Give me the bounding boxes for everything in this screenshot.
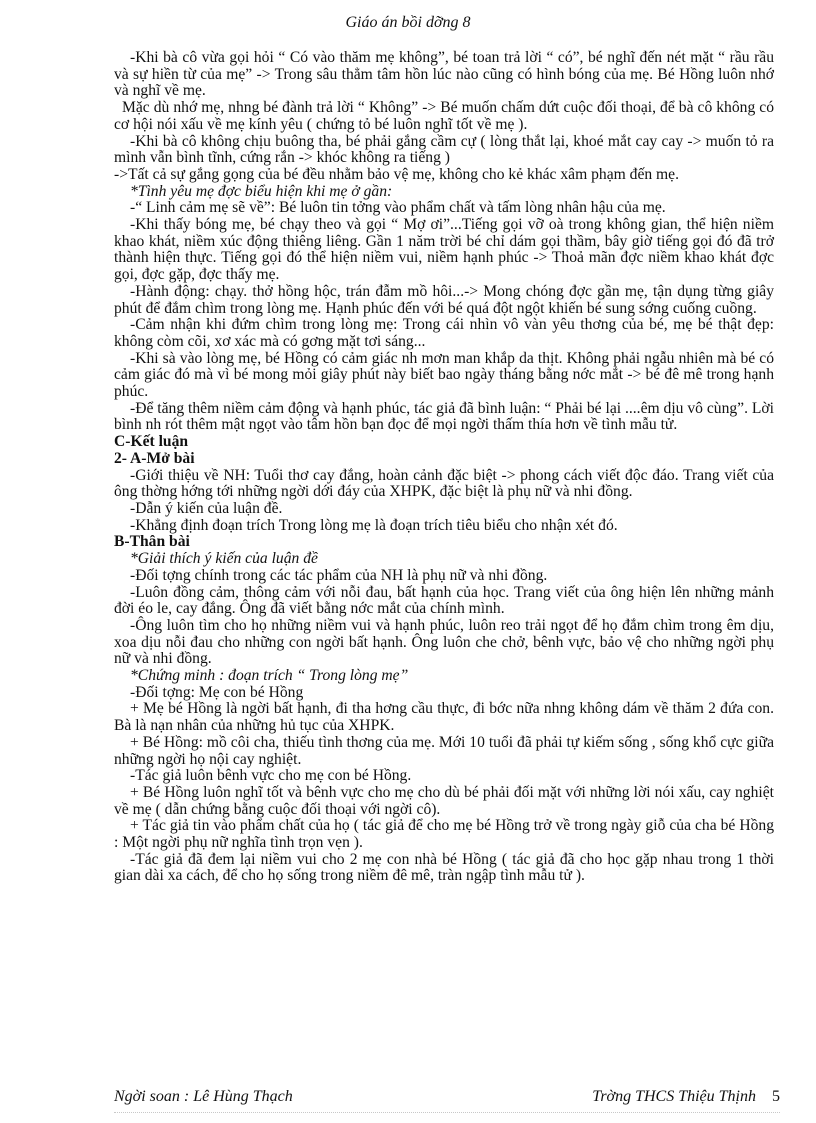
section-heading: B-Thân bài <box>114 533 190 551</box>
page-footer <box>114 1088 780 1106</box>
footer-right <box>592 1088 780 1106</box>
paragraph: -Giới thiệu về NH: Tuổi thơ cay đắng, hoàn cảnh đặc biệt -> phong cách viết độc đáo. Trang viết của ông thờng hớng tới những ngời dới đáy của XHPK, đặc biệt là phụ nữ và nhi đồng. <box>114 466 774 501</box>
section-heading: *Chứng minh : đoạn trích “ Trong lòng mẹ” <box>130 667 409 685</box>
paragraph: + Bé Hồng: mồ côi cha, thiếu tình thơng của mẹ. Mới 10 tuổi đã phải tự kiếm sống , sống khổ cực giữa những ngời họ nội cay nghiệt. <box>114 733 774 768</box>
paragraph: -Khi bà cô vừa gọi hỏi “ Có vào thăm mẹ không”, bé toan trả lời “ có”, bé nghĩ đến nét mặt “ rầu rầu và sự hiền từ của mẹ” -> Trong sâu thẳm tâm hồn lúc nào cũng có hình bóng của mẹ. Bé Hồng luôn nhớ và nghĩ về mẹ. <box>114 49 774 100</box>
paragraph: -Khi bà cô không chịu buông tha, bé phải gắng cầm cự ( lòng thắt lại, khoé mắt cay cay -> muốn tỏ ra mình vẫn bình tĩnh, cứng rắn -> khóc không ra tiếng ) <box>114 132 774 167</box>
document-body <box>114 50 774 885</box>
paragraph: -Luôn đồng cảm, thông cảm với nỗi đau, bất hạnh của học. Trang viết của ông hiện lên những mảnh đời éo le, cay đắng. Ông đã viết bằng nớc mắt của chính mình. <box>114 583 774 618</box>
paragraph: -Khi sà vào lòng mẹ, bé Hồng có cảm giác nh mơn man khắp da thịt. Không phải ngẫu nhiên mà bé có cảm giác đó mà vì bé mong mỏi giây phút này biết bao ngày tháng bằng nớc mắt -> bé đê mê trong hạnh phúc. <box>114 349 774 401</box>
paragraph: -Đối tợng chính trong các tác phẩm của NH là phụ nữ và nhi đồng. <box>130 566 548 584</box>
footer-author: Ngời soan : Lê Hùng Thạch <box>114 1088 293 1105</box>
paragraph: + Mẹ bé Hồng là ngời bất hạnh, đi tha hơng cầu thực, đi bớc nữa nhng không dám về thăm 2 đứa con. Bà là nạn nhân của những hủ tục của XHPK. <box>114 700 774 735</box>
paragraph: -Đối tợng: Mẹ con bé Hồng <box>130 683 304 701</box>
paragraph: Mặc dù nhớ mẹ, nhng bé đành trả lời “ Không” -> Bé muốn chấm dứt cuộc đối thoại, để bà cô không có cơ hội nói xấu về mẹ kính yêu ( chứng tỏ bé luôn nghĩ tốt về mẹ ). <box>114 99 774 133</box>
paragraph: -“ Linh cảm mẹ sẽ về”: Bé luôn tin tởng vào phẩm chất và tấm lòng nhân hậu của mẹ. <box>130 199 666 217</box>
paragraph: -Khi thấy bóng mẹ, bé chạy theo và gọi “ Mợ ơi”...Tiếng gọi vỡ oà trong không gian, thể hiện niềm khao khát, niềm xúc động thiêng liêng. Gần 1 năm trời bé chỉ dám gọi thầm, bây giờ tiếng gọi đó đã trở thành hiện thực. Tiếng gọi đó thể hiện niềm vui, niềm hạnh phúc -> Thoả mãn đợc niềm khao khát đợc gọi, đợc gặp, đợc thấy mẹ. <box>114 216 774 284</box>
paragraph: -Khẳng định đoạn trích Trong lòng mẹ là đoạn trích tiêu biểu cho nhận xét đó. <box>130 516 618 534</box>
section-heading: *Giải thích ý kiến của luận đề <box>130 550 318 568</box>
paragraph: -Dẫn ý kiến của luận đề. <box>130 499 283 517</box>
paragraph: -Tác giả đã đem lại niềm vui cho 2 mẹ con nhà bé Hồng ( tác giả đã cho học gặp nhau trong 1 thời gian dài xa cách, để cho họ sống trong niềm đê mê, tràn ngập tình mẫu tử ). <box>114 850 774 885</box>
section-heading: *Tình yêu mẹ đợc biểu hiện khi mẹ ở gần: <box>130 182 393 200</box>
paragraph: -Cảm nhận khi đứm chìm trong lòng mẹ: Trong cái nhìn vô vàn yêu thơng của bé, mẹ bé thật đẹp: không còm cõi, xơ xác mà có gơng mặt tơi sáng... <box>114 316 774 350</box>
paragraph: + Tác giả tin vào phẩm chất của họ ( tác giả để cho mẹ bé Hồng trở về trong ngày giỗ của cha bé Hồng : Một ngời phụ nữ nghĩa tình trọn vẹn ). <box>114 817 774 852</box>
page-header: Giáo án bồi dỡng 8 <box>345 14 471 31</box>
paragraph: -Ông luôn tìm cho họ những niềm vui và hạnh phúc, luôn reo trải ngọt để họ đắm chìm trong êm dịu, xoa dịu nỗi đau cho những con ngời bất hạnh. Ông luôn che chở, bênh vực, bảo vệ cho những ngời phụ nữ và nhi đồng. <box>114 616 774 668</box>
paragraph: ->Tất cả sự gắng gọng của bé đều nhằm bảo vệ mẹ, không cho kẻ khác xâm phạm đến mẹ. <box>114 165 680 183</box>
footer-school: Trờng THCS Thiệu Thịnh <box>592 1088 756 1105</box>
page-number: 5 <box>772 1088 780 1105</box>
footer-divider <box>114 1112 780 1113</box>
paragraph: + Bé Hồng luôn nghĩ tốt và bênh vực cho mẹ cho dù bé phải đối mặt với những lời nói xấu, cay nghiệt về mẹ ( dẫn chứng bằng cuộc đối thoại với ngời cô). <box>114 783 774 818</box>
paragraph: -Để tăng thêm niềm cảm động và hạnh phúc, tác giả đã bình luận: “ Phải bé lại ....êm dịu vô cùng”. Lời bình nh rót thêm mật ngọt vào tâm hồn bạn đọc để mọi ngời thấm thía hơn về tình mẫu tử. <box>114 399 774 434</box>
paragraph: -Tác giả luôn bênh vực cho mẹ con bé Hồng. <box>130 767 412 785</box>
paragraph: -Hành động: chạy. thở hồng hộc, trán đẫm mồ hôi...-> Mong chóng đợc gần mẹ, tận dụng từng giây phút để đắm chìm trong lòng mẹ. Hạnh phúc đến với bé quá đột ngột khiến bé sung sớng cuống cuồng. <box>114 282 774 317</box>
section-heading: C-Kết luận <box>114 433 189 451</box>
section-heading: 2- A-Mở bài <box>114 449 195 467</box>
